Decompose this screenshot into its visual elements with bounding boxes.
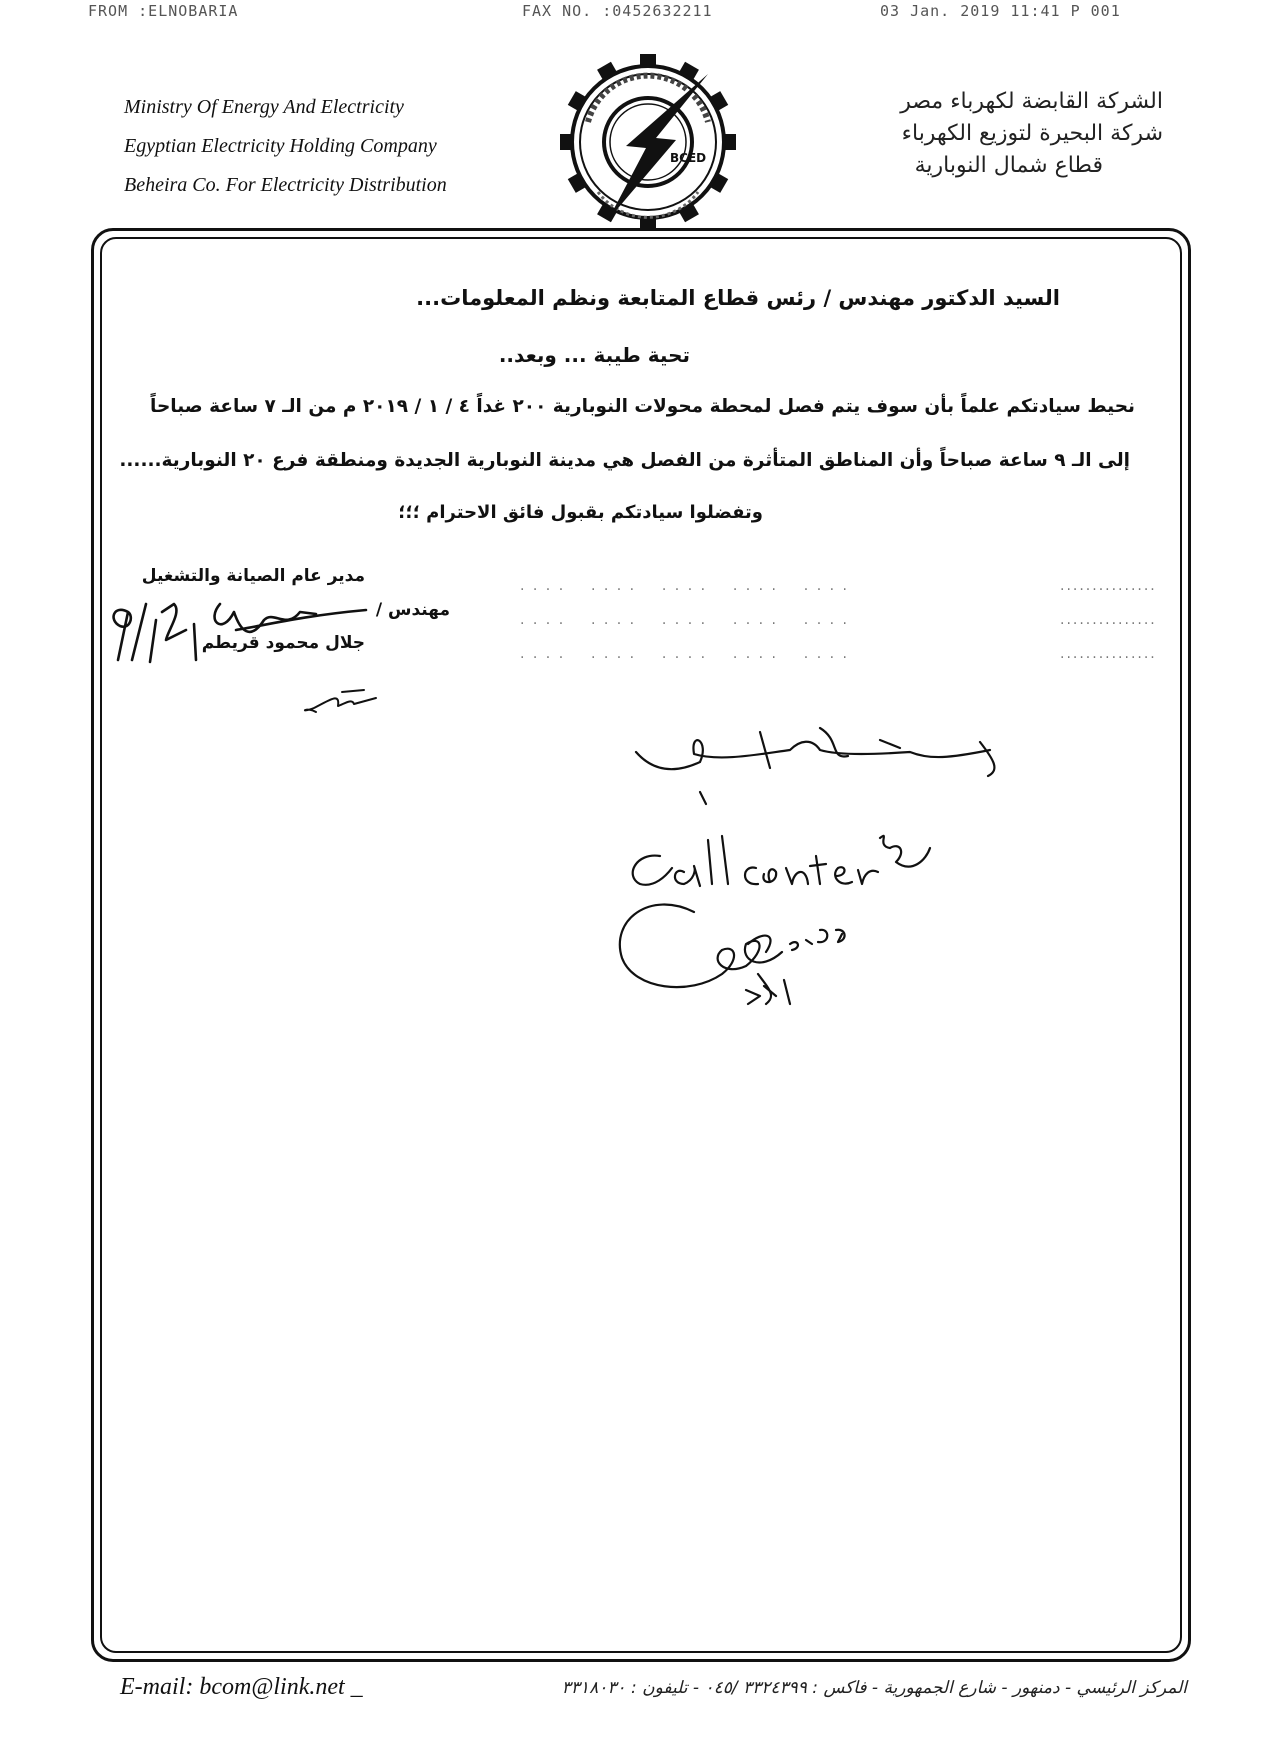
body-line-2: إلى الـ ٩ ساعة صباحاً وأن المناطق المتأثرة من الفصل هي مدينة النوبارية الجديدة ومنطقة فرع ٢٠ النوبارية......: [119, 450, 1130, 471]
fax-number: FAX NO. :0452632211: [522, 2, 713, 20]
signature-prefix: مهندس /: [375, 600, 450, 620]
footer-email: E-mail: bcom@link.net _: [120, 1674, 363, 1700]
signature-name: جلال محمود قريطم: [201, 633, 365, 653]
letterhead-arabic: [743, 86, 1163, 182]
logo-text: BCED: [670, 151, 707, 165]
dotted-line: ...............: [1060, 646, 1157, 662]
dotted-line: . . . . . . . . . . . . . . . . . . . .: [520, 646, 849, 662]
fax-from: FROM :ELNOBARIA: [88, 2, 239, 20]
letterhead-english: [124, 88, 447, 205]
letterhead-en-line: Egyptian Electricity Holding Company: [124, 135, 437, 157]
footer-address: المركز الرئيسي - دمنهور - شارع الجمهورية - فاكس : ٣٣٢٤٣٩٩ /٠٤٥ - تليفون : ٣٣١٨٠٣٠: [561, 1678, 1187, 1698]
dotted-line: ...............: [1060, 578, 1157, 594]
greeting: تحية طيبة ... وبعد..: [498, 343, 690, 367]
letterhead-en-line: Ministry Of Energy And Electricity: [124, 96, 404, 118]
dotted-line: . . . . . . . . . . . . . . . . . . . .: [520, 612, 849, 628]
fax-datetime: 03 Jan. 2019 11:41 P 001: [880, 2, 1121, 20]
letterhead-ar-line: قطاع شمال النوبارية: [914, 153, 1103, 178]
company-logo: [558, 52, 738, 232]
dotted-line: . . . . . . . . . . . . . . . . . . . .: [520, 578, 849, 594]
salutation: السيد الدكتور مهندس / رئس قطاع المتابعة ونظم المعلومات...: [416, 286, 1060, 310]
body-line-1: نحيط سيادتكم علماً بأن سوف يتم فصل لمحطة محولات النوبارية ٢٠٠ غداً ٤ / ١ / ٢٠١٩ م من الـ ٧ ساعة صباحاً: [150, 396, 1135, 417]
letterhead-ar-line: الشركة القابضة لكهرباء مصر: [900, 89, 1163, 114]
dotted-line: ...............: [1060, 612, 1157, 628]
letterhead-ar-line: شركة البحيرة لتوزيع الكهرباء: [901, 121, 1163, 146]
closing-line: وتفضلوا سيادتكم بقبول فائق الاحترام ؛؛؛: [398, 502, 763, 523]
letterhead-en-line: Beheira Co. For Electricity Distribution: [124, 174, 447, 196]
signature-title: مدير عام الصيانة والتشغيل: [141, 566, 365, 586]
